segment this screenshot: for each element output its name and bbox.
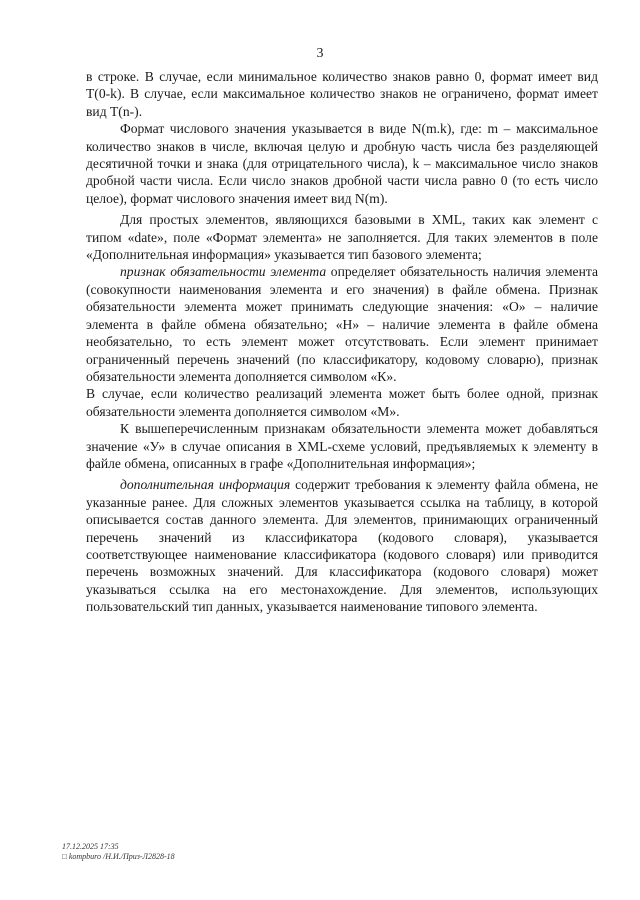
paragraph-base-elements: Для простых элементов, являющихся базовыми в XML, таких как элемент с типом «date», поле «Формат элемента» не заполняется. Для таких элементов в поле «Дополнительная информация» указывается тип базового элемента;: [86, 212, 598, 263]
paragraph-text-format-continuation: в строке. В случае, если минимальное количество знаков равно 0, формат имеет вид T(0-k). В случае, если максимальное количество знаков не ограничено, формат имеет вид T(n-).: [86, 69, 598, 119]
term-additional-info: дополнительная информация: [120, 477, 291, 493]
paragraph-condition-flag: К вышеперечисленным признакам обязательности элемента может добавляться значение «У» в случае описания в XML-схеме условий, предъявляемых к элементу в файле обмена, описанных в графе «Дополнительная информация»;: [86, 421, 598, 471]
paragraph-numeric-format: Формат числового значения указывается в виде N(m.k), где: m – максимальное количество знаков в числе, включая целую и дробную часть числа без разделяющей десятичной точки и знака (для отрицательного числа), k – максимальное число знаков дробной части числа. Если число знаков дробной части числа равно 0 (то есть число целое), формат числового значения имеет вид N(m).: [86, 121, 598, 206]
footer-date: 17.12.2025 17:35: [62, 842, 119, 851]
document-body: [86, 68, 598, 616]
paragraph-multiple-realizations: В случае, если количество реализаций элемента может быть более одной, признак обязательности элемента дополняется символом «М».: [86, 386, 598, 419]
paragraph-additional-info: дополнительная информация содержит требования к элементу файла обмена, не указанные ранее. Для сложных элементов указывается ссылка на таблицу, в которой описывается состав данного элемента. Для элементов, принимающих ограниченный перечень значений из классификатора (кодового словаря), указывается соответствующее наименование классификатора (кодового словаря) или приводится перечень возможных значений. Для классификатора (кодового словаря) может указываться ссылка на его местонахождение. Для элементов, использующих пользовательский тип данных, указывается наименование типового элемента.: [86, 477, 599, 615]
paragraph-obligation-flag: признак обязательности элемента определяет обязательность наличия элемента (совокупности наименования элемента и его значения) в файле обмена. Признак обязательности элемента может принимать следующие значения: «О» – наличие элемента в файле обмена обязательно; «Н» – наличие элемента в файле обмена необязательно, то есть элемент может отсутствовать. Если элемент принимает ограниченный перечень значений (по классификатору, кодовому словарю), признак обязательности элемента дополняется символом «К».: [86, 264, 598, 384]
term-obligation-flag: признак обязательности элемента: [120, 264, 327, 280]
page-number: 3: [316, 46, 324, 61]
footer-stamp: [62, 842, 175, 862]
footer-path: □ kompburo /Н.И./Приз-Л2828-18: [62, 852, 175, 861]
